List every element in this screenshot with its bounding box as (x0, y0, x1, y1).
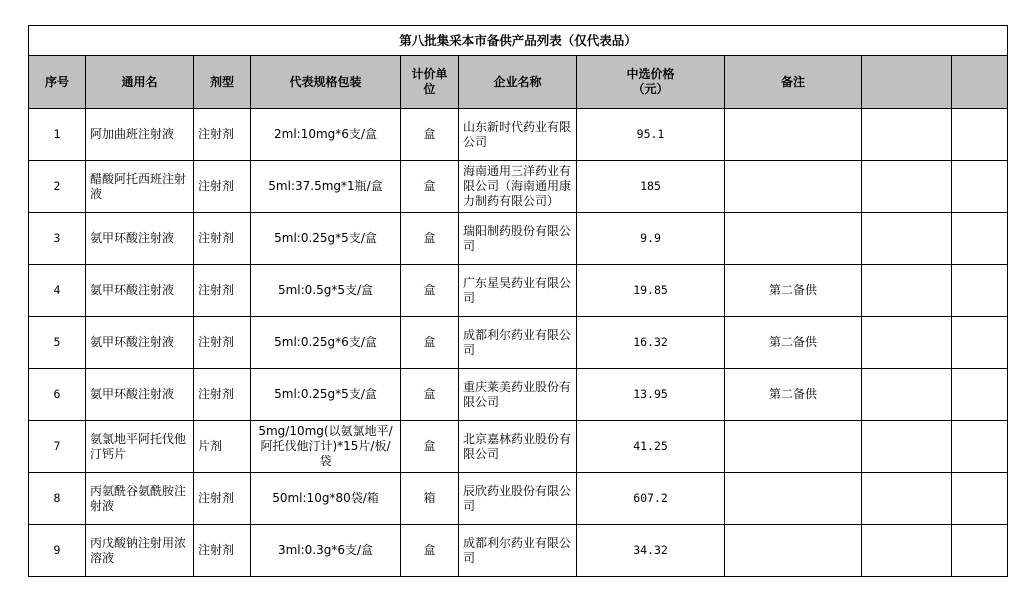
row-spec-text: 5ml:0.25g*5支/盒 (274, 387, 377, 401)
row-spec (251, 265, 401, 317)
table-row (29, 473, 1008, 525)
row-no-text: 6 (53, 387, 61, 401)
row-unit (401, 317, 459, 369)
row-company-text: 山东新时代药业有限公司 (463, 119, 572, 149)
row-name (86, 265, 194, 317)
row-company-text: 瑞阳制药股份有限公司 (463, 223, 572, 253)
header-blank-1 (862, 56, 952, 109)
row-no (29, 265, 86, 317)
row-blank-2 (952, 161, 1008, 213)
row-price (577, 161, 725, 213)
row-price-text: 95.1 (636, 127, 665, 141)
row-form (194, 473, 251, 525)
row-price (577, 213, 725, 265)
row-blank-2 (952, 473, 1008, 525)
row-note (725, 265, 862, 317)
row-unit-text: 箱 (423, 491, 436, 505)
row-price (577, 109, 725, 161)
row-no (29, 473, 86, 525)
table-row (29, 421, 1008, 473)
row-unit (401, 161, 459, 213)
row-no (29, 369, 86, 421)
row-price-text: 185 (640, 179, 661, 193)
row-note (725, 369, 862, 421)
row-unit-text: 盒 (423, 127, 436, 141)
row-blank-1 (862, 265, 952, 317)
header-row (29, 56, 1008, 109)
row-blank-1 (862, 473, 952, 525)
row-form-text: 注射剂 (198, 543, 235, 557)
row-name (86, 317, 194, 369)
row-no-text: 9 (53, 543, 61, 557)
row-price-text: 607.2 (633, 491, 668, 505)
table-row (29, 109, 1008, 161)
row-note (725, 161, 862, 213)
row-name (86, 473, 194, 525)
row-price-text: 16.32 (633, 335, 668, 349)
table-row (29, 525, 1008, 577)
table-row (29, 161, 1008, 213)
row-no (29, 109, 86, 161)
row-unit (401, 265, 459, 317)
row-no (29, 525, 86, 577)
row-unit (401, 109, 459, 161)
row-price-text: 9.9 (640, 231, 661, 245)
row-no-text: 8 (53, 491, 61, 505)
row-price (577, 317, 725, 369)
row-spec (251, 109, 401, 161)
row-name-text: 醋酸阿托西班注射液 (90, 171, 187, 201)
row-unit (401, 213, 459, 265)
row-price (577, 421, 725, 473)
row-no-text: 4 (53, 283, 61, 297)
row-name (86, 369, 194, 421)
row-name-text: 丙戊酸钠注射用浓溶液 (90, 535, 187, 565)
row-blank-2 (952, 213, 1008, 265)
row-price-text: 34.32 (633, 543, 668, 557)
header-note: 备注 (725, 56, 862, 109)
row-unit (401, 525, 459, 577)
row-name (86, 525, 194, 577)
row-company (459, 525, 577, 577)
row-no-text: 5 (53, 335, 61, 349)
row-form-text: 注射剂 (198, 491, 235, 505)
row-note-text: 第二备供 (768, 335, 817, 349)
row-company-text: 广东星昊药业有限公司 (463, 275, 572, 305)
row-company-text: 成都利尔药业有限公司 (463, 327, 572, 357)
row-unit-text: 盒 (423, 335, 436, 349)
row-company (459, 473, 577, 525)
header-spec: 代表规格包装 (251, 56, 401, 109)
header-unit: 计价单位 (401, 56, 459, 109)
table-row (29, 265, 1008, 317)
row-spec (251, 317, 401, 369)
row-company (459, 213, 577, 265)
row-company (459, 265, 577, 317)
row-blank-1 (862, 109, 952, 161)
header-price: 中选价格（元） (577, 56, 725, 109)
row-name (86, 213, 194, 265)
row-note (725, 109, 862, 161)
row-company-text: 重庆莱美药业股份有限公司 (463, 379, 572, 409)
row-unit (401, 421, 459, 473)
table-row (29, 369, 1008, 421)
row-form-text: 片剂 (198, 439, 223, 453)
row-company-text: 成都利尔药业有限公司 (463, 535, 572, 565)
row-form (194, 421, 251, 473)
row-blank-1 (862, 161, 952, 213)
row-spec-text: 2ml:10mg*6支/盒 (274, 127, 377, 141)
row-note-text: 第二备供 (768, 283, 817, 297)
row-note (725, 473, 862, 525)
row-spec (251, 525, 401, 577)
row-unit-text: 盒 (423, 179, 436, 193)
row-note (725, 421, 862, 473)
row-spec-text: 5ml:0.5g*5支/盒 (277, 283, 374, 297)
row-blank-1 (862, 369, 952, 421)
row-blank-2 (952, 109, 1008, 161)
row-no-text: 7 (53, 439, 61, 453)
row-company-text: 北京嘉林药业股份有限公司 (463, 431, 572, 461)
row-spec-text: 5ml:0.25g*5支/盒 (274, 231, 377, 245)
row-note (725, 317, 862, 369)
row-spec-text: 5mg/10mg(以氨氯地平/阿托伐他汀计)*15片/板/袋 (258, 424, 393, 468)
row-price-text: 19.85 (633, 283, 668, 297)
row-form-text: 注射剂 (198, 283, 235, 297)
header-company: 企业名称 (459, 56, 577, 109)
row-note-text: 第二备供 (768, 387, 817, 401)
row-no-text: 3 (53, 231, 61, 245)
row-no (29, 317, 86, 369)
row-blank-2 (952, 317, 1008, 369)
row-name-text: 氨甲环酸注射液 (90, 387, 175, 401)
row-name-text: 氨甲环酸注射液 (90, 335, 175, 349)
table-title: 第八批集采本市备供产品列表（仅代表品） (29, 26, 1008, 56)
row-price (577, 369, 725, 421)
row-form (194, 317, 251, 369)
row-blank-2 (952, 369, 1008, 421)
row-form (194, 525, 251, 577)
row-blank-1 (862, 317, 952, 369)
row-name-text: 氨甲环酸注射液 (90, 283, 175, 297)
row-blank-2 (952, 525, 1008, 577)
row-spec (251, 161, 401, 213)
row-company (459, 421, 577, 473)
row-price (577, 525, 725, 577)
row-unit (401, 473, 459, 525)
row-company-text: 海南通用三洋药业有限公司（海南通用康力制药有限公司） (463, 164, 572, 208)
row-spec (251, 213, 401, 265)
row-unit-text: 盒 (423, 387, 436, 401)
row-unit (401, 369, 459, 421)
title-row (29, 26, 1008, 56)
row-price-text: 13.95 (633, 387, 668, 401)
row-name (86, 109, 194, 161)
row-price-text: 41.25 (633, 439, 668, 453)
row-form (194, 109, 251, 161)
header-no: 序号 (29, 56, 86, 109)
spreadsheet (28, 25, 1008, 577)
row-company-text: 辰欣药业股份有限公司 (463, 483, 572, 513)
row-unit-text: 盒 (423, 283, 436, 297)
row-form-text: 注射剂 (198, 231, 235, 245)
row-name (86, 421, 194, 473)
row-price (577, 473, 725, 525)
row-spec-text: 5ml:0.25g*6支/盒 (274, 335, 377, 349)
row-company (459, 109, 577, 161)
table-row (29, 317, 1008, 369)
header-name: 通用名 (86, 56, 194, 109)
row-spec-text: 3ml:0.3g*6支/盒 (277, 543, 374, 557)
row-no (29, 213, 86, 265)
row-no (29, 161, 86, 213)
row-name-text: 丙氨酰谷氨酰胺注射液 (90, 483, 187, 513)
row-no-text: 2 (53, 179, 61, 193)
row-blank-2 (952, 421, 1008, 473)
row-spec (251, 421, 401, 473)
row-form-text: 注射剂 (198, 387, 235, 401)
row-note (725, 213, 862, 265)
table-row (29, 213, 1008, 265)
row-name-text: 氨甲环酸注射液 (90, 231, 175, 245)
row-name (86, 161, 194, 213)
row-form (194, 213, 251, 265)
row-spec-text: 5ml:37.5mg*1瓶/盒 (268, 179, 383, 193)
row-form-text: 注射剂 (198, 179, 235, 193)
row-unit-text: 盒 (423, 543, 436, 557)
row-form-text: 注射剂 (198, 127, 235, 141)
row-blank-2 (952, 265, 1008, 317)
row-company (459, 161, 577, 213)
row-form (194, 265, 251, 317)
row-name-text: 氨氯地平阿托伐他汀钙片 (90, 431, 187, 461)
row-blank-1 (862, 525, 952, 577)
row-blank-1 (862, 421, 952, 473)
row-note (725, 525, 862, 577)
row-no (29, 421, 86, 473)
row-company (459, 369, 577, 421)
header-blank-2 (952, 56, 1008, 109)
product-table (28, 25, 1008, 577)
row-spec (251, 369, 401, 421)
row-no-text: 1 (53, 127, 61, 141)
row-unit-text: 盒 (423, 439, 436, 453)
row-form-text: 注射剂 (198, 335, 235, 349)
row-blank-1 (862, 213, 952, 265)
row-unit-text: 盒 (423, 231, 436, 245)
row-spec (251, 473, 401, 525)
row-spec-text: 50ml:10g*80袋/箱 (272, 491, 379, 505)
row-form (194, 369, 251, 421)
header-form: 剂型 (194, 56, 251, 109)
row-name-text: 阿加曲班注射液 (90, 127, 175, 141)
row-price (577, 265, 725, 317)
row-company (459, 317, 577, 369)
row-form (194, 161, 251, 213)
